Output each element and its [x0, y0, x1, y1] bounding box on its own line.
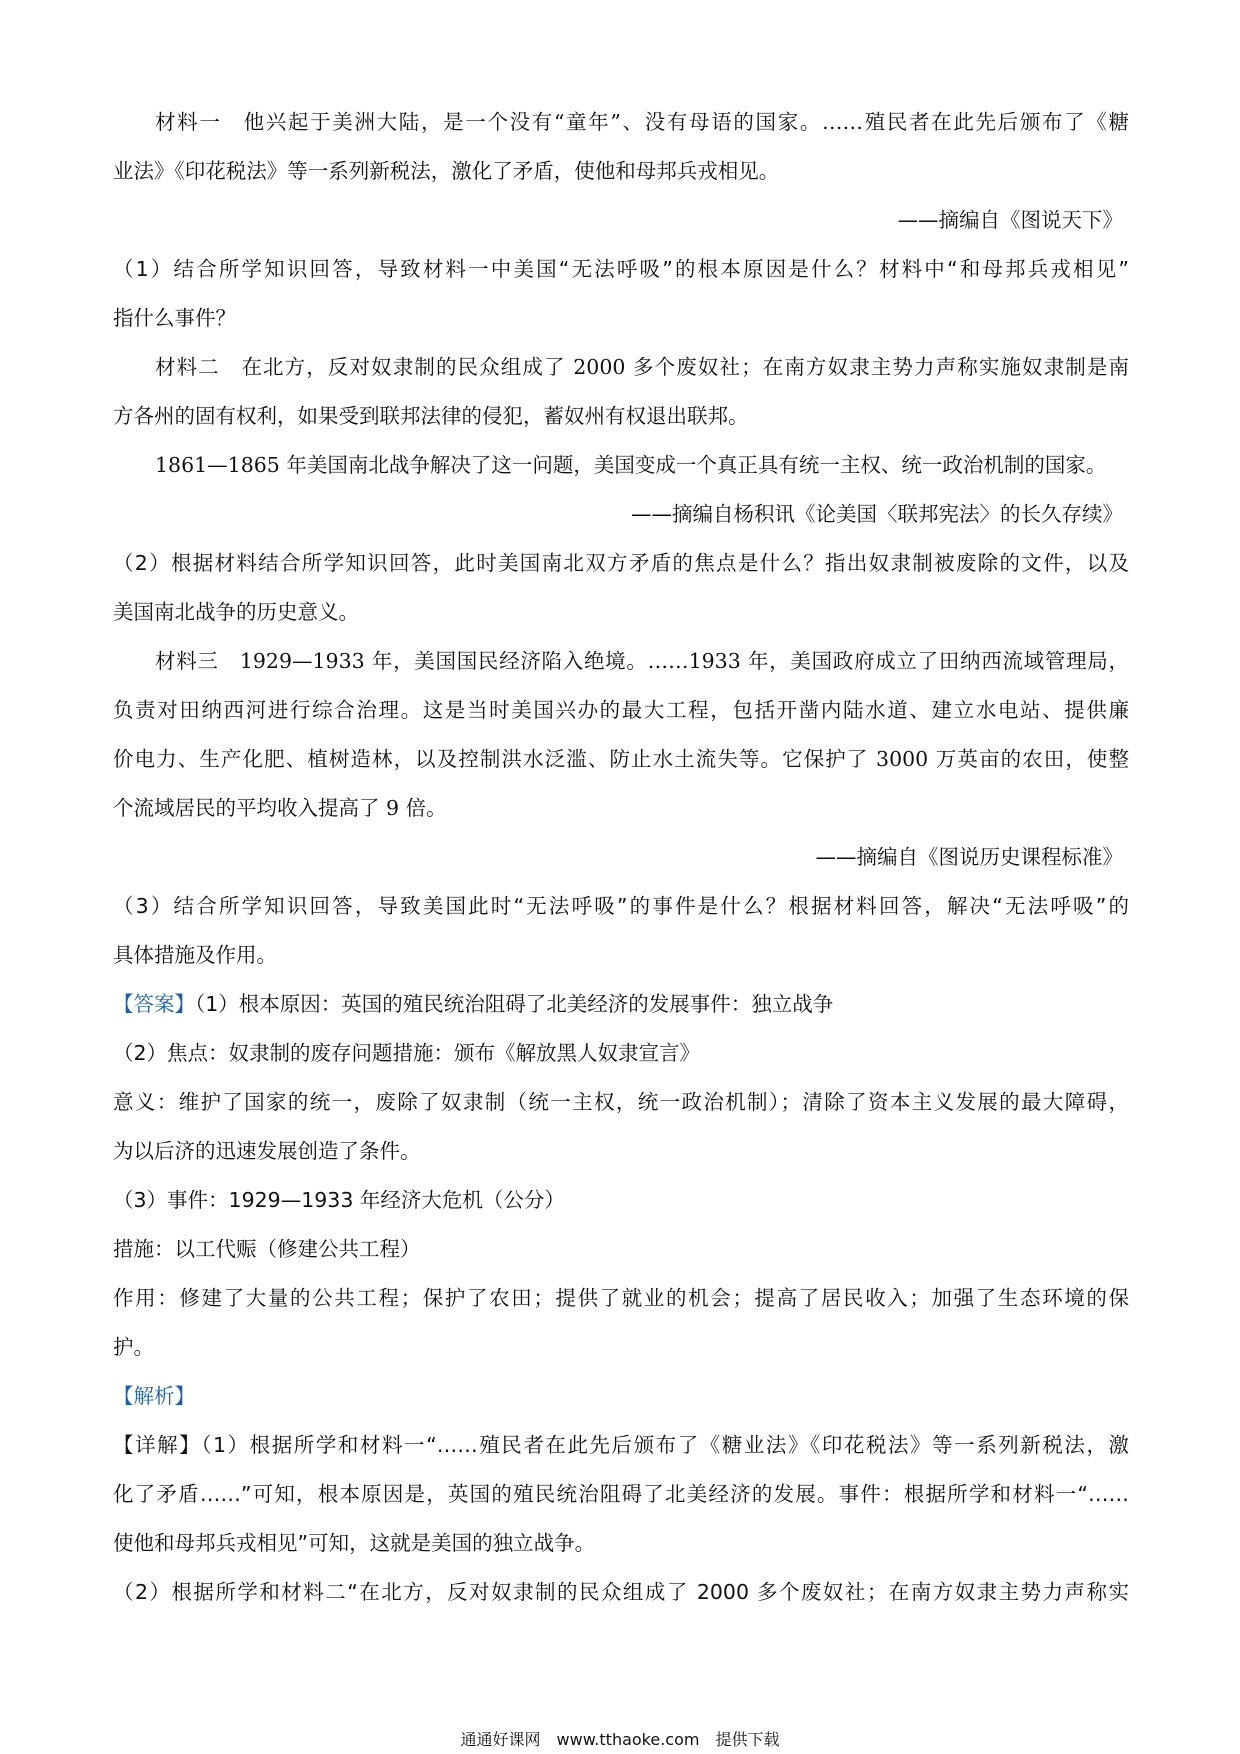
question-2-line-2: 美国南北战争的历史意义。 — [113, 600, 359, 624]
answer-line-1 — [113, 980, 1129, 1029]
answer-tag: 【答案】 — [113, 992, 195, 1016]
detail-line-1 — [113, 1421, 1129, 1470]
material-2-source: ——摘编自杨积讯《论美国〈联邦宪法〉的长久存续》 — [631, 502, 1123, 526]
material-2-line-3: 1861—1865 年美国南北战争解决了这一问题，美国变成一个真正具有统一主权、统一政治机制的国家。 — [155, 453, 1107, 477]
material-2-line-2: 方各州的固有权利，如果受到联邦法律的侵犯，蓄奴州有权退出联邦。 — [113, 404, 749, 428]
question-2-line-1: （2）根据材料结合所学知识回答，此时美国南北双方矛盾的焦点是什么？指出奴隶制被废除的文件，以及 — [113, 551, 1129, 575]
answer-line-2: （2）焦点：奴隶制的废存问题措施：颁布《解放黑人奴隶宣言》 — [113, 1041, 701, 1065]
material-3-line-3: 价电力、生产化肥、植树造林，以及控制洪水泛滥、防止水土流失等。它保护了 3000 万英亩的农田，使整 — [113, 747, 1129, 771]
answer-line-7: 作用：修建了大量的公共工程；保护了农田；提供了就业的机会；提高了居民收入；加强了生态环境的保 — [113, 1286, 1129, 1310]
material-1-line-2: 业法》《印花税法》等一系列新税法，激化了矛盾，使他和母邦兵戎相见。 — [113, 159, 780, 183]
detail-line-2: 化了矛盾……”可知，根本原因是，英国的殖民统治阻碍了北美经济的发展。事件：根据所学和材料一“…… — [113, 1482, 1129, 1506]
answer-line-5: （3）事件：1929—1933 年经济大危机（公分） — [113, 1188, 565, 1212]
material-3-line-2: 负责对田纳西河进行综合治理。这是当时美国兴办的最大工程，包括开凿内陆水道、建立水电站、提供廉 — [113, 698, 1129, 722]
material-3-source: ——摘编自《图说历史课程标准》 — [815, 845, 1123, 869]
answer-line-6: 措施：以工代赈（修建公共工程） — [113, 1237, 421, 1261]
material-3-line-1: 材料三 1929—1933 年，美国国民经济陷入绝境。……1933 年，美国政府成立了田纳西流域管理局， — [155, 649, 1129, 673]
answer-line-8: 护。 — [113, 1335, 154, 1359]
answer-line-3: 意义：维护了国家的统一，废除了奴隶制（统一主权，统一政治机制）；清除了资本主义发展的最大障碍， — [113, 1090, 1129, 1114]
material-2-line-1: 材料二 在北方，反对奴隶制的民众组成了 2000 多个废奴社；在南方奴隶主势力声称实施奴隶制是南 — [155, 355, 1129, 379]
page-footer: 通通好课网 www.tthaoke.com 提供下载 — [460, 1730, 780, 1749]
question-1-line-2: 指什么事件？ — [113, 306, 236, 330]
material-3-line-4: 个流域居民的平均收入提高了 9 倍。 — [113, 796, 447, 820]
detail-tag: 【详解】 — [113, 1433, 202, 1457]
material-1-line-1: 材料一 他兴起于美洲大陆，是一个没有“童年”、没有母语的国家。……殖民者在此先后颁布了《糖 — [155, 110, 1129, 134]
question-1-line-1: （1）结合所学知识回答，导致材料一中美国“无法呼吸”的根本原因是什么？材料中“和母邦兵戎相见” — [113, 257, 1129, 281]
analysis-heading — [113, 1372, 1129, 1421]
question-3-line-2: 具体措施及作用。 — [113, 943, 277, 967]
document-body — [113, 98, 1129, 1617]
detail-line-4: （2）根据所学和材料二“在北方，反对奴隶制的民众组成了 2000 多个废奴社；在南方奴隶主势力声称实 — [113, 1580, 1129, 1604]
answer-line-4: 为以后济的迅速发展创造了条件。 — [113, 1139, 421, 1163]
question-3-line-1: （3）结合所学知识回答，导致美国此时“无法呼吸”的事件是什么？根据材料回答，解决“无法呼吸”的 — [113, 894, 1129, 918]
answer-text-1: （1）根本原因：英国的殖民统治阻碍了北美经济的发展事件：独立战争 — [195, 992, 834, 1016]
material-1-source: ——摘编自《图说天下》 — [897, 208, 1123, 232]
detail-line-3: 使他和母邦兵戎相见”可知，这就是美国的独立战争。 — [113, 1531, 596, 1555]
analysis-tag: 【解析】 — [113, 1384, 195, 1408]
detail-text-1: （1）根据所学和材料一“……殖民者在此先后颁布了《糖业法》《印花税法》等一系列新税法，激 — [201, 1433, 1129, 1457]
